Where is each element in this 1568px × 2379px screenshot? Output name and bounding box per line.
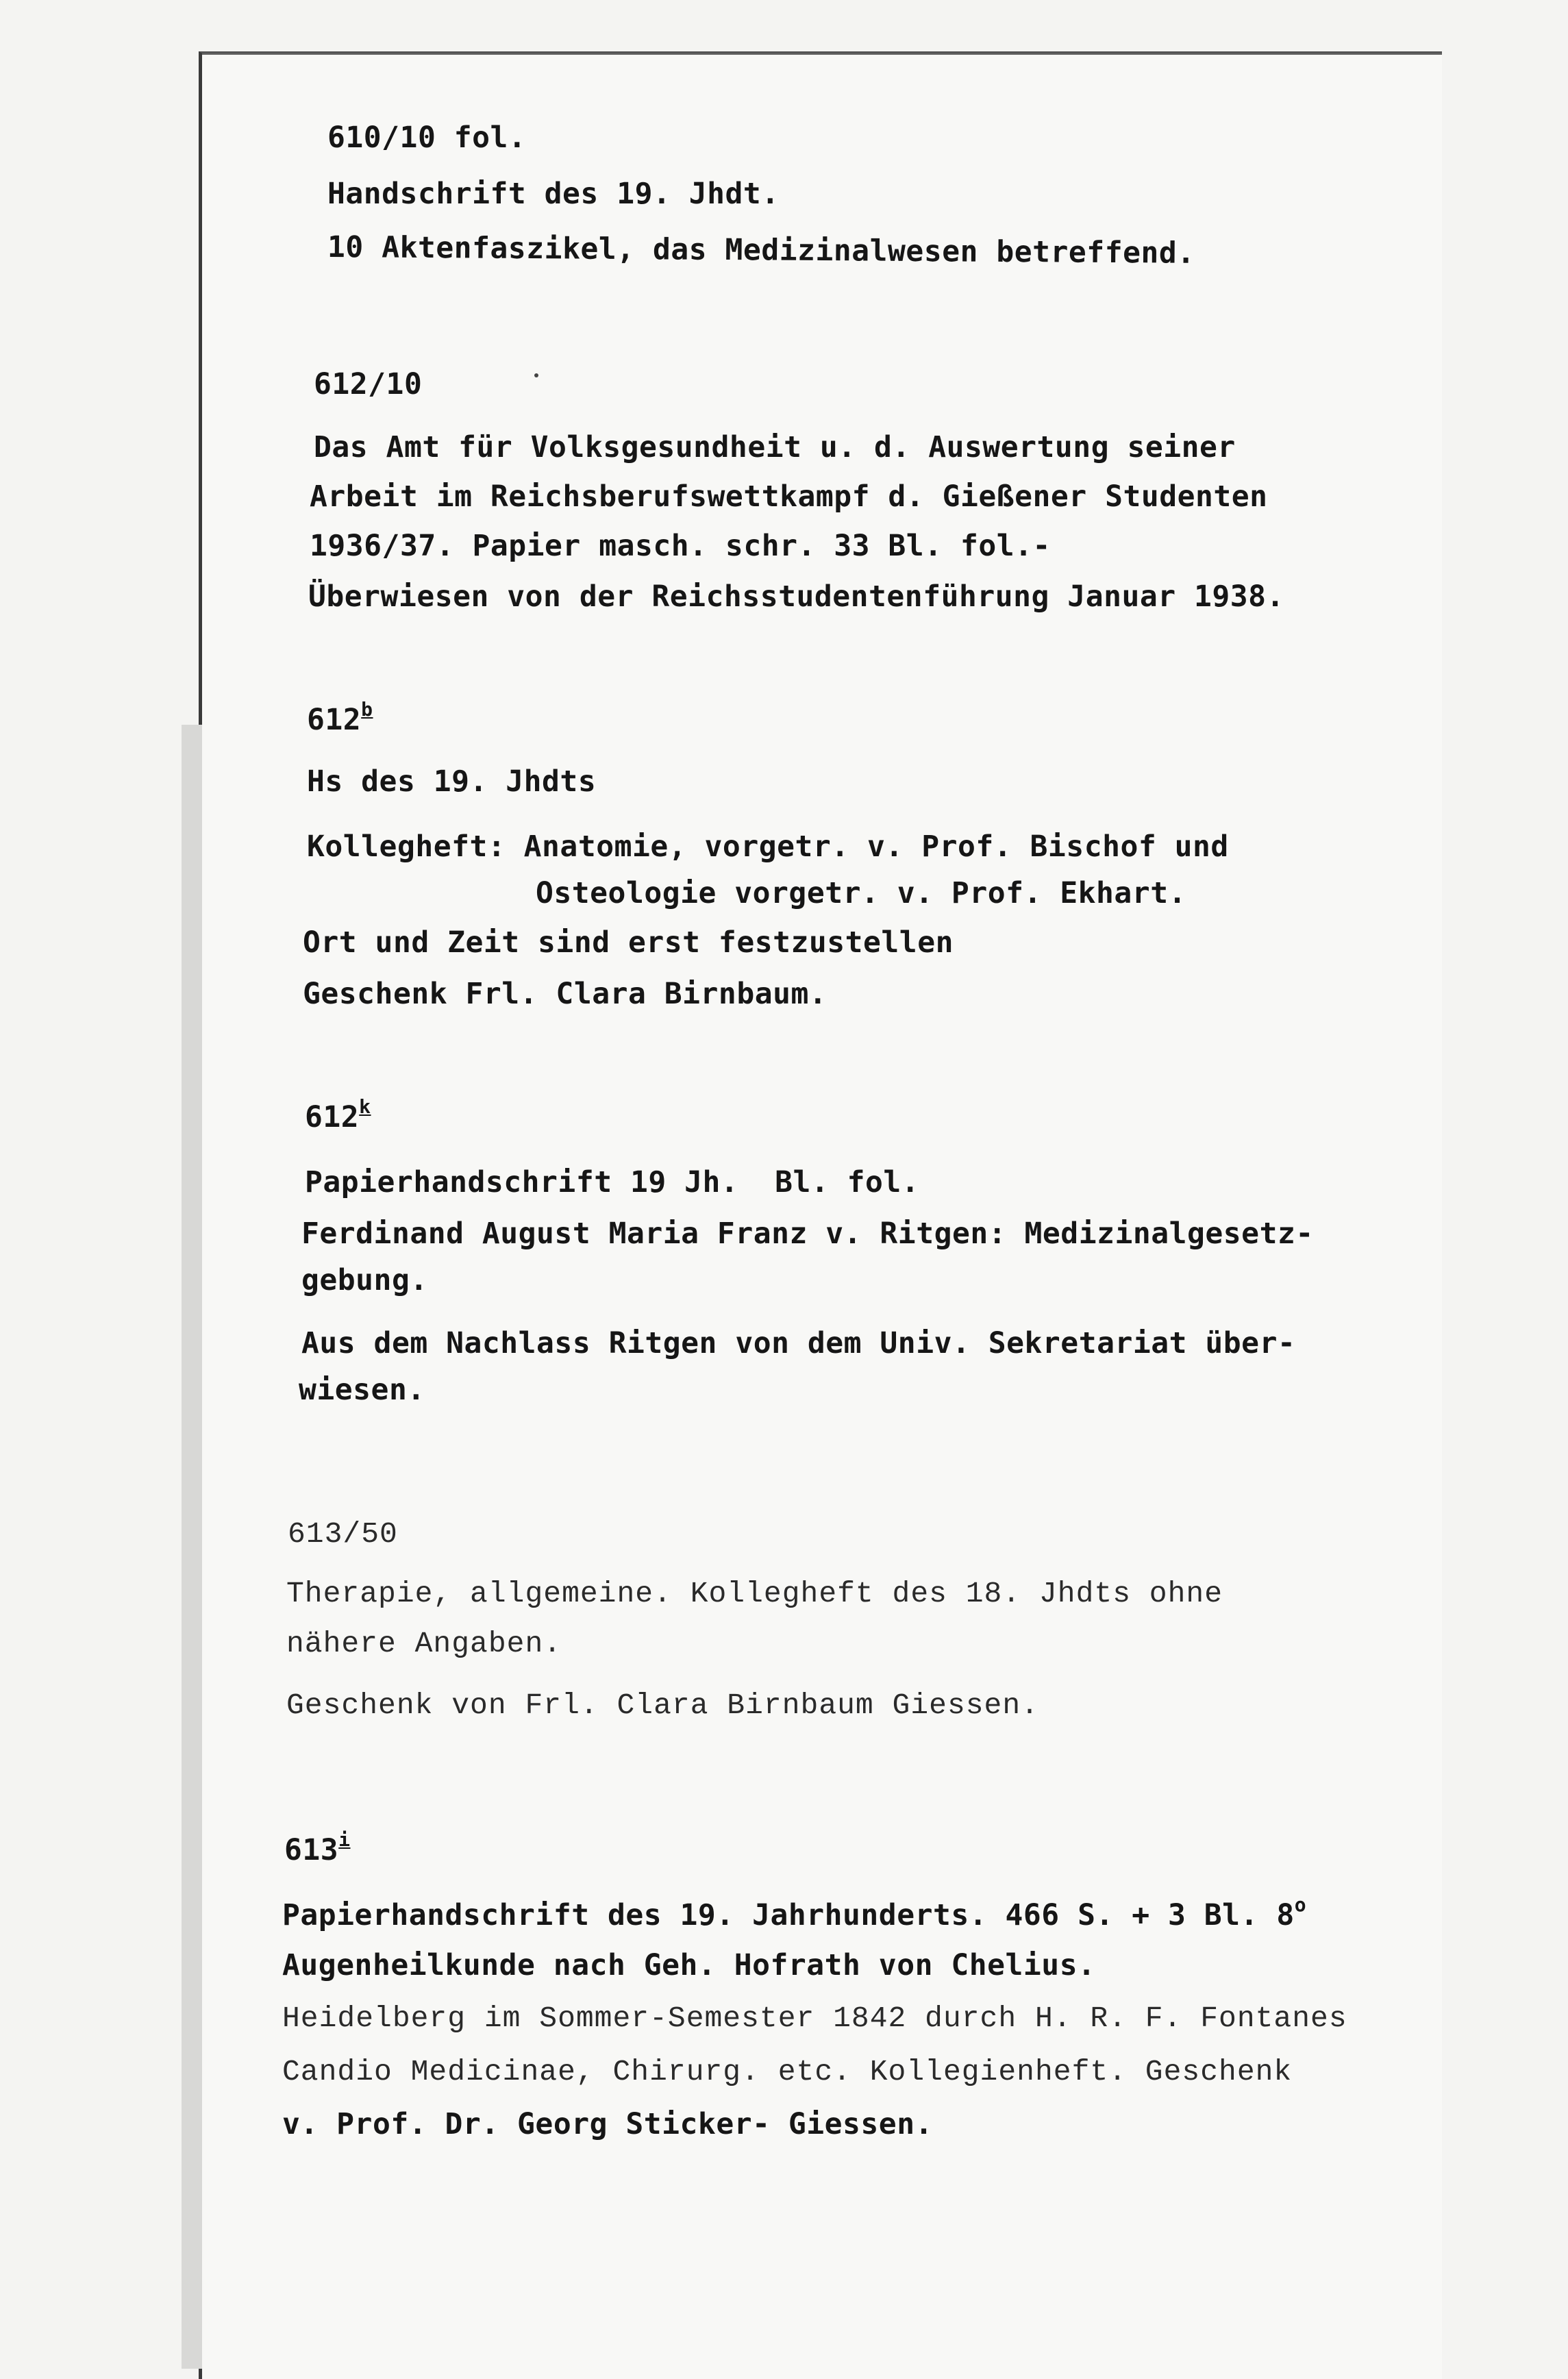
entry-4-id-number: 612 <box>305 1100 360 1134</box>
entry-6-line-1-text: Papierhandschrift des 19. Jahrhunderts. 466 S. + 3 Bl. 8 <box>282 1898 1295 1932</box>
entry-6-id-number: 613 <box>284 1833 339 1867</box>
entry-2-line-1: Das Amt für Volksgesundheit u. d. Auswertung seiner <box>314 430 1236 464</box>
entry-3-id <box>307 698 373 737</box>
entry-2-line-4: Überwiesen von der Reichsstudentenführung Januar 1938. <box>308 580 1284 614</box>
entry-5-id: 613/50 <box>288 1517 398 1551</box>
entry-4-id-sup: k <box>359 1095 371 1118</box>
entry-6-line-4: Candio Medicinae, Chirurg. etc. Kollegienheft. Geschenk <box>282 2055 1293 2089</box>
speck <box>534 373 538 377</box>
entry-2-line-2: Arbeit im Reichsberufswettkampf d. Gießener Studenten <box>310 479 1268 514</box>
entry-4-line-2: Ferdinand August Maria Franz v. Ritgen: Medizinalgesetz- <box>301 1217 1314 1251</box>
entry-6-line-5: v. Prof. Dr. Georg Sticker- Giessen. <box>282 2107 933 2141</box>
entry-4-line-4: Aus dem Nachlass Ritgen von dem Univ. Sekretariat über- <box>301 1326 1296 1360</box>
entry-6-id <box>284 1828 351 1867</box>
entry-1-line-2: 10 Aktenfaszikel, das Medizinalwesen betreffend. <box>327 230 1195 271</box>
entry-6-line-1-sup: o <box>1294 1893 1307 1916</box>
entry-6-line-3: Heidelberg im Sommer-Semester 1842 durch H. R. F. Fontanes <box>282 2002 1347 2035</box>
entry-3-line-1: Hs des 19. Jhdts <box>307 764 597 799</box>
entry-6-line-1 <box>282 1893 1307 1932</box>
entry-3-line-3: Osteologie vorgetr. v. Prof. Ekhart. <box>536 876 1186 910</box>
entry-4-line-1: Papierhandschrift 19 Jh. Bl. fol. <box>305 1165 920 1199</box>
sheet-shadow-edge <box>182 725 202 2369</box>
entry-3-id-sup: b <box>361 698 373 721</box>
entry-4-id <box>305 1095 371 1134</box>
entry-3-line-4: Ort und Zeit sind erst festzustellen <box>303 925 954 960</box>
entry-4-line-3: gebung. <box>301 1263 428 1297</box>
entry-6-id-sup: i <box>338 1828 351 1851</box>
entry-3-line-2: Kollegheft: Anatomie, vorgetr. v. Prof. Bischof und <box>307 830 1229 864</box>
entry-5-line-2: nähere Angaben. <box>286 1627 562 1660</box>
entry-4-line-5: wiesen. <box>299 1373 425 1407</box>
entry-3-id-number: 612 <box>307 703 362 737</box>
entry-2-line-3: 1936/37. Papier masch. schr. 33 Bl. fol.- <box>310 529 1051 563</box>
entry-1-line-1: Handschrift des 19. Jhdt. <box>327 177 780 211</box>
entry-6-line-2: Augenheilkunde nach Geh. Hofrath von Chelius. <box>282 1948 1096 1982</box>
entry-1-id: 610/10 fol. <box>327 121 527 155</box>
entry-3-line-5: Geschenk Frl. Clara Birnbaum. <box>303 977 827 1011</box>
sheet-top-rule <box>202 53 1442 55</box>
entry-5-line-1: Therapie, allgemeine. Kollegheft des 18. Jhdts ohne <box>286 1577 1223 1610</box>
entry-5-line-3: Geschenk von Frl. Clara Birnbaum Giessen. <box>286 1689 1039 1722</box>
entry-2-id: 612/10 <box>314 367 423 401</box>
